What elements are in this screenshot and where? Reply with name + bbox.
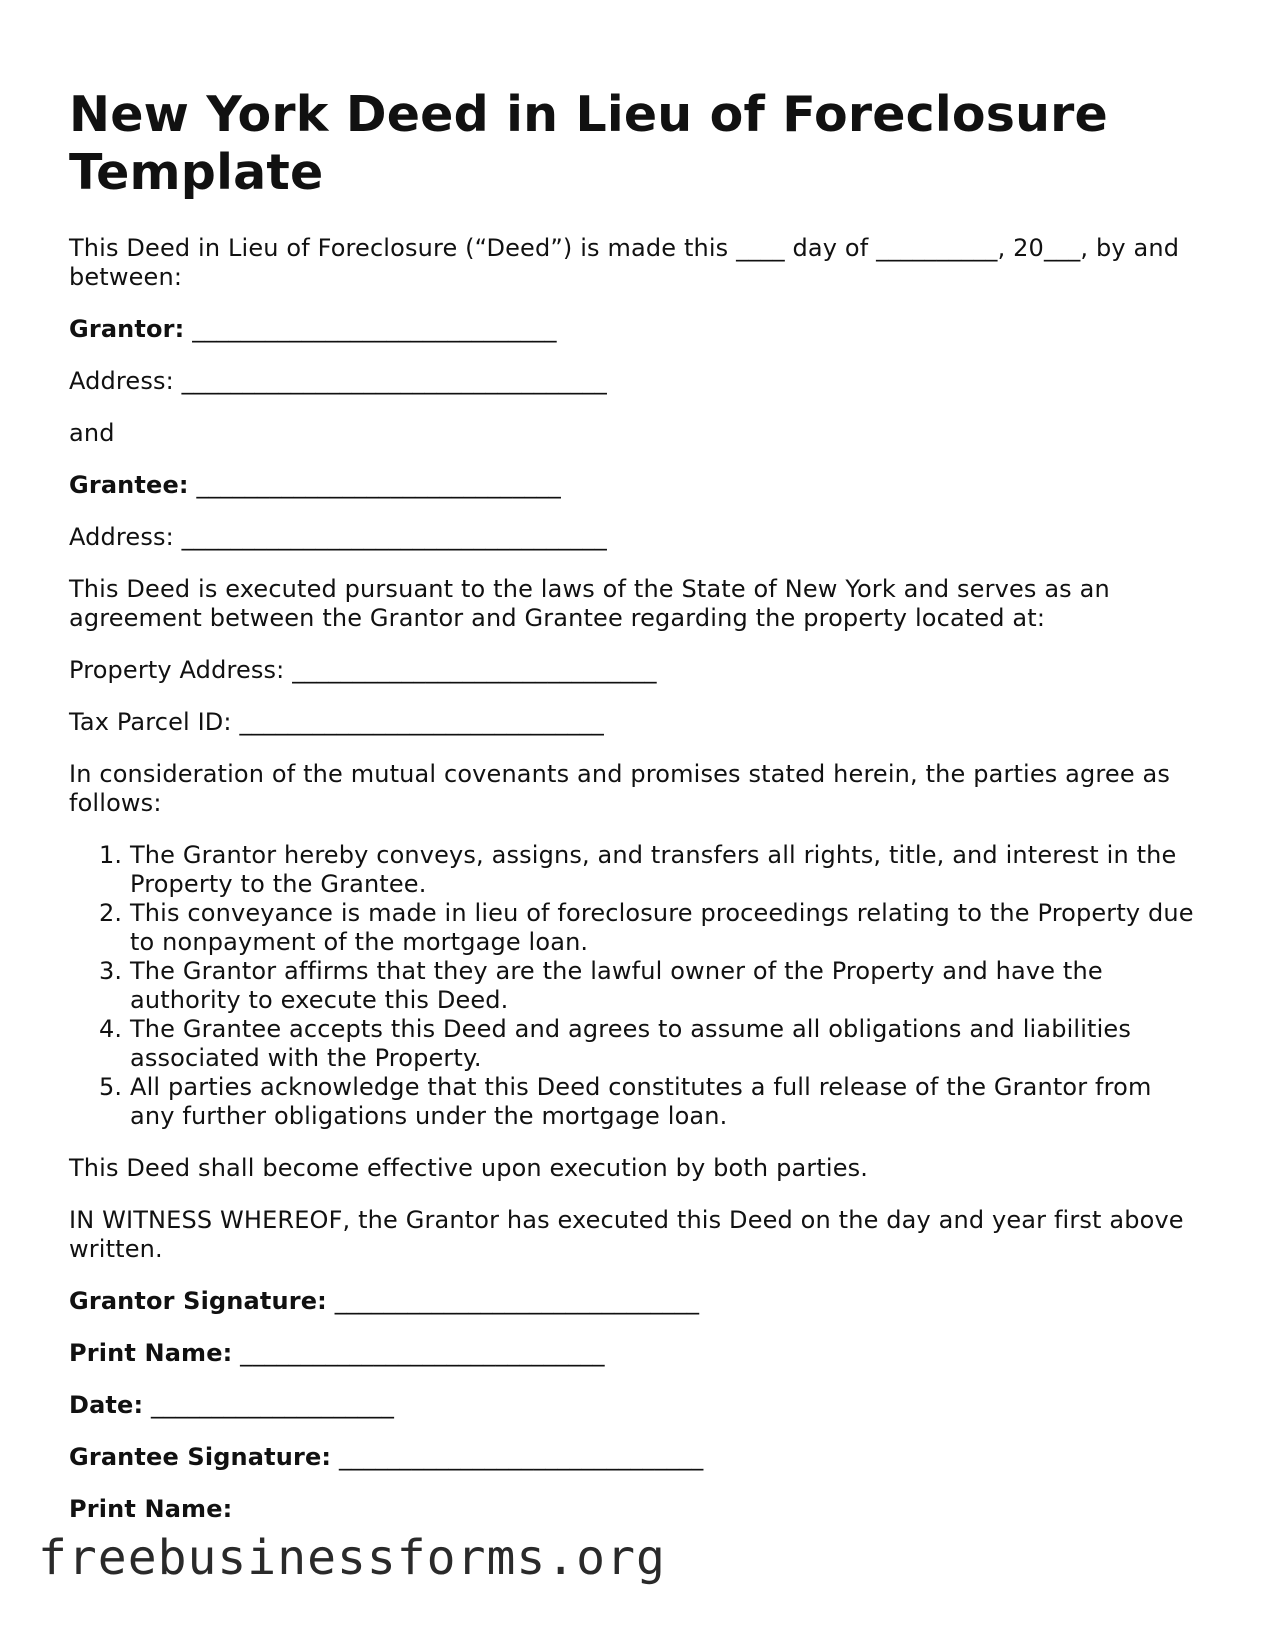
document-page	[69, 86, 1199, 1547]
list-item: 1. The Grantor hereby conveys, assigns, and transfers all rights, title, and interest in the Property to the Grantee.	[130, 841, 1199, 899]
tax-parcel-blank[interactable]: ______________________________	[239, 708, 604, 736]
list-item: 5. All parties acknowledge that this Deed constitutes a full release of the Grantor from any further obligations under the mortgage loan.	[130, 1073, 1199, 1131]
grantee-address-blank[interactable]: ___________________________________	[181, 523, 607, 551]
property-address-blank[interactable]: ______________________________	[292, 656, 657, 684]
list-item: 3. The Grantor affirms that they are the lawful owner of the Property and have the authority to execute this Deed.	[130, 957, 1199, 1015]
consideration-paragraph: In consideration of the mutual covenants and promises stated herein, the parties agree as follows:	[69, 760, 1171, 817]
and-text: and	[69, 419, 115, 447]
grantor-print-name-field	[69, 1339, 1199, 1368]
date-blank[interactable]: ____________________	[151, 1391, 394, 1419]
grantor-blank[interactable]: ______________________________	[192, 315, 557, 343]
grantee-label: Grantee:	[69, 471, 189, 499]
list-item: 4. The Grantee accepts this Deed and agrees to assume all obligations and liabilities associated with the Property.	[130, 1015, 1199, 1073]
watermark: freebusinessforms.org	[38, 1530, 666, 1586]
grantor-address-blank[interactable]: ___________________________________	[181, 367, 607, 395]
grantee-signature-field	[69, 1443, 1199, 1472]
grantee-address-label: Address:	[69, 523, 174, 551]
grantor-address-label: Address:	[69, 367, 174, 395]
grantee-blank[interactable]: ______________________________	[196, 471, 561, 499]
date-field	[69, 1391, 1199, 1420]
witness-paragraph: IN WITNESS WHEREOF, the Grantor has executed this Deed on the day and year first above written.	[69, 1206, 1184, 1263]
grantee-signature-label: Grantee Signature:	[69, 1443, 332, 1471]
grantee-signature-blank[interactable]: ______________________________	[338, 1443, 704, 1471]
grantor-print-name-label: Print Name:	[69, 1339, 233, 1367]
property-address-field	[69, 656, 1199, 685]
grantee-print-name-label: Print Name:	[69, 1495, 233, 1523]
grantor-print-name-blank[interactable]: ______________________________	[240, 1339, 605, 1367]
list-item: 2. This conveyance is made in lieu of foreclosure proceedings relating to the Property due to nonpayment of the mortgage loan.	[130, 899, 1199, 957]
grantee-print-name-field	[69, 1495, 1199, 1524]
grantor-signature-label: Grantor Signature:	[69, 1287, 327, 1315]
tax-parcel-field	[69, 708, 1199, 737]
grantee-address-field	[69, 523, 1199, 552]
property-address-label: Property Address:	[69, 656, 285, 684]
intro-paragraph: This Deed in Lieu of Foreclosure (“Deed”) is made this ____ day of __________, 20___, by and between:	[69, 234, 1180, 291]
grantor-signature-field	[69, 1287, 1199, 1316]
grantor-field	[69, 315, 1199, 344]
pursuant-paragraph: This Deed is executed pursuant to the laws of the State of New York and serves as an agreement between the Grantor and Grantee regarding the property located at:	[69, 575, 1110, 632]
effective-paragraph: This Deed shall become effective upon execution by both parties.	[69, 1154, 869, 1182]
grantor-label: Grantor:	[69, 315, 185, 343]
terms-list	[69, 841, 1199, 1131]
document-title: New York Deed in Lieu of Foreclosure Template	[69, 86, 1108, 201]
date-label: Date:	[69, 1391, 144, 1419]
grantee-field	[69, 471, 1199, 500]
grantor-signature-blank[interactable]: ______________________________	[334, 1287, 700, 1315]
grantor-address-field	[69, 367, 1199, 396]
tax-parcel-label: Tax Parcel ID:	[69, 708, 232, 736]
